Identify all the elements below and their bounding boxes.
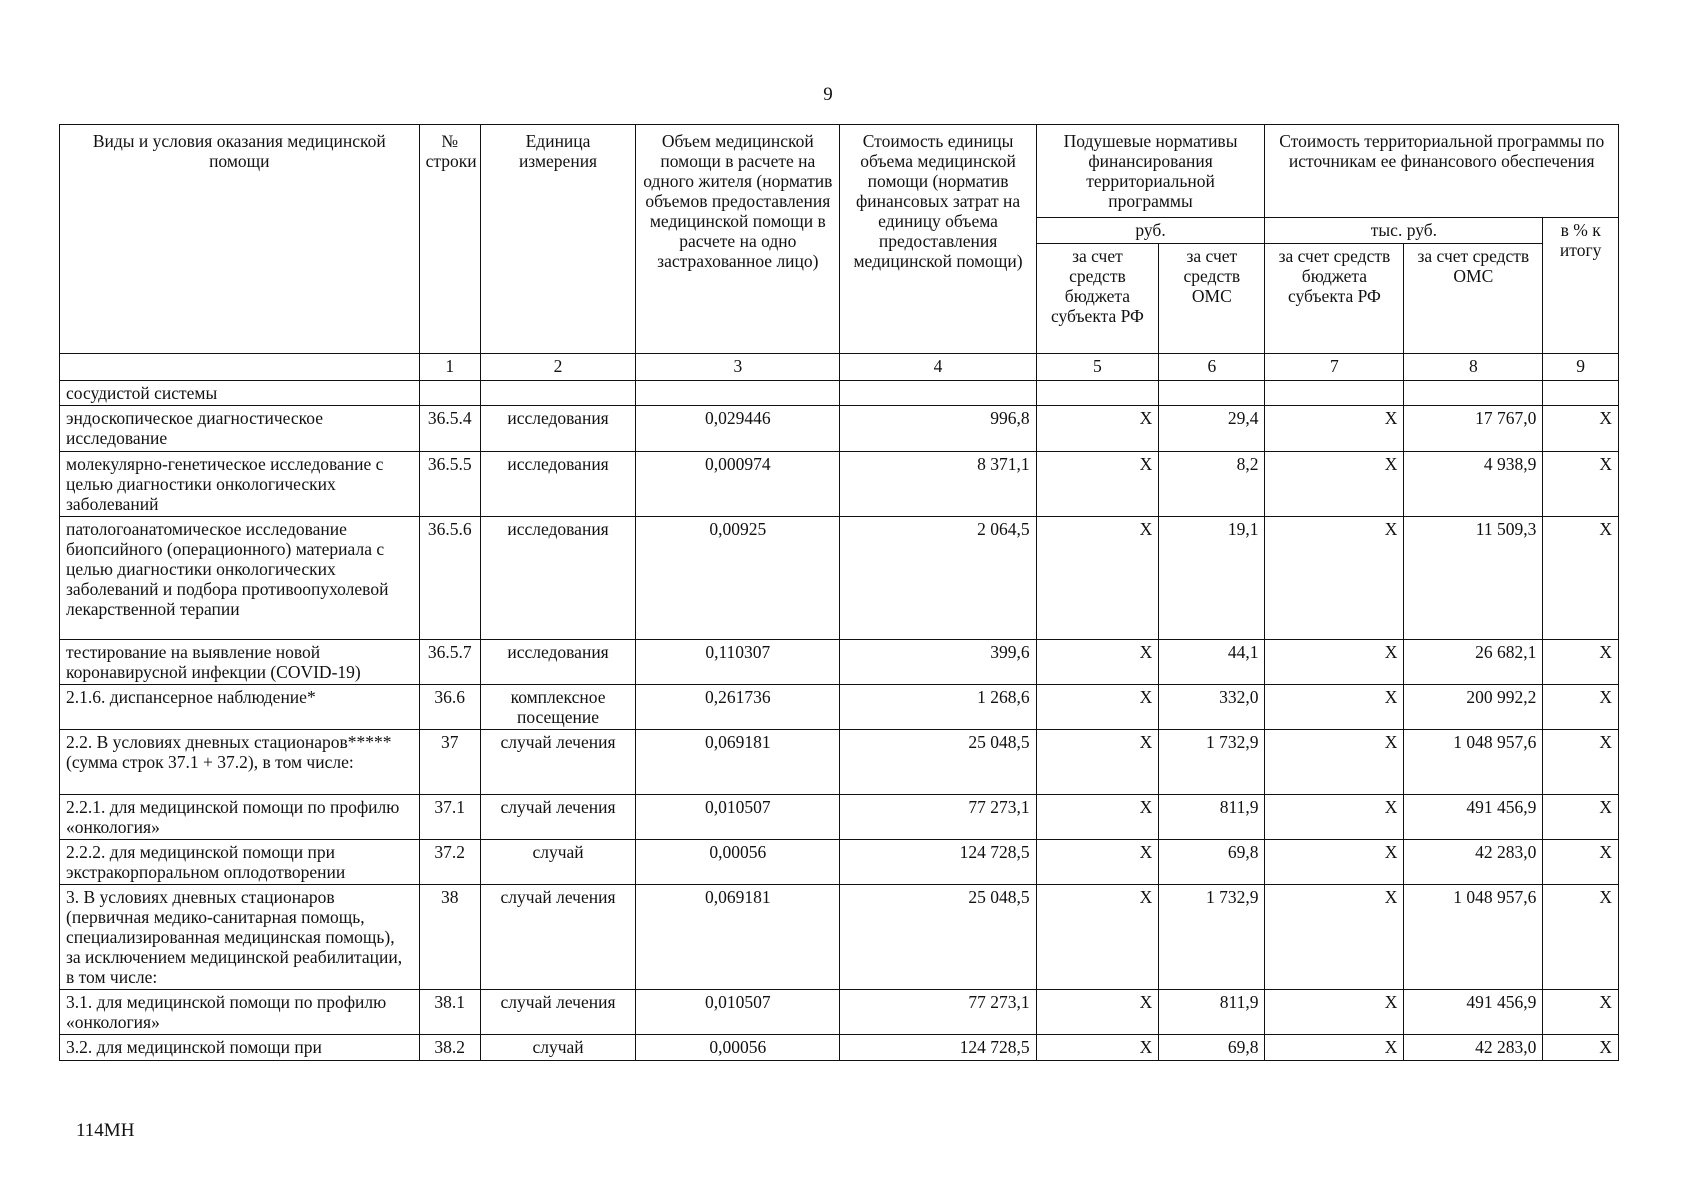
cell-col8 xyxy=(1404,381,1543,406)
cell-col5: Х xyxy=(1036,452,1159,517)
cell-name: эндоскопическое диагностическое исследование xyxy=(60,406,420,452)
cell-volume: 0,00056 xyxy=(636,1035,840,1061)
column-number: 9 xyxy=(1543,354,1619,381)
cell-cost: 996,8 xyxy=(840,406,1036,452)
cell-col6: 69,8 xyxy=(1159,1035,1265,1061)
cell-cost: 25 048,5 xyxy=(840,885,1036,990)
cell-unit: случай xyxy=(480,840,635,885)
cell-col6: 69,8 xyxy=(1159,840,1265,885)
column-number: 7 xyxy=(1265,354,1404,381)
table-row xyxy=(60,1035,1619,1061)
cell-col8: 4 938,9 xyxy=(1404,452,1543,517)
cell-volume: 0,069181 xyxy=(636,885,840,990)
cell-col7: Х xyxy=(1265,452,1404,517)
cell-col7: Х xyxy=(1265,730,1404,795)
cell-col7: Х xyxy=(1265,795,1404,840)
cell-unit: случай лечения xyxy=(480,990,635,1035)
cell-name: сосудистой системы xyxy=(60,381,420,406)
header-col-row-number: № строки xyxy=(419,125,480,354)
header-group-per-capita: Подушевые нормативы финансирования территориальной программы xyxy=(1036,125,1265,218)
cell-col6: 44,1 xyxy=(1159,640,1265,685)
cell-volume: 0,010507 xyxy=(636,990,840,1035)
cell-col5 xyxy=(1036,381,1159,406)
table-row xyxy=(60,730,1619,795)
cell-name: 3.1. для медицинской помощи по профилю «онкология» xyxy=(60,990,420,1035)
table-row xyxy=(60,406,1619,452)
cell-col5: Х xyxy=(1036,990,1159,1035)
cell-volume: 0,000974 xyxy=(636,452,840,517)
cell-col9 xyxy=(1543,381,1619,406)
cell-col7: Х xyxy=(1265,885,1404,990)
cell-col9: Х xyxy=(1543,990,1619,1035)
cell-col8: 1 048 957,6 xyxy=(1404,730,1543,795)
cell-col8: 11 509,3 xyxy=(1404,517,1543,640)
cell-row-number: 38 xyxy=(419,885,480,990)
cell-col8: 200 992,2 xyxy=(1404,685,1543,730)
footer-document-code: 114МН xyxy=(76,1120,135,1141)
cell-volume: 0,010507 xyxy=(636,795,840,840)
cell-row-number: 37.2 xyxy=(419,840,480,885)
cell-col8: 1 048 957,6 xyxy=(1404,885,1543,990)
cell-col5: Х xyxy=(1036,640,1159,685)
cell-col7: Х xyxy=(1265,517,1404,640)
cell-name: 3.2. для медицинской помощи при xyxy=(60,1035,420,1061)
header-col-unit: Единица измерения xyxy=(480,125,635,354)
column-number-blank xyxy=(60,354,420,381)
column-numbers-row xyxy=(60,354,1619,381)
cell-name: 3. В условиях дневных стационаров (первичная медико-санитарная помощь, специализированная медицинская помощь), за исключением медицинской реабилитации, в том числе: xyxy=(60,885,420,990)
cell-col8: 491 456,9 xyxy=(1404,795,1543,840)
cell-col6: 8,2 xyxy=(1159,452,1265,517)
cell-cost: 25 048,5 xyxy=(840,730,1036,795)
column-number: 5 xyxy=(1036,354,1159,381)
cell-cost: 2 064,5 xyxy=(840,517,1036,640)
header-col6: за счет средств ОМС xyxy=(1159,244,1265,354)
table-row xyxy=(60,517,1619,640)
cell-unit: случай лечения xyxy=(480,730,635,795)
cell-col6: 29,4 xyxy=(1159,406,1265,452)
header-col8: за счет средств ОМС xyxy=(1404,244,1543,354)
cell-col7: Х xyxy=(1265,685,1404,730)
column-number: 4 xyxy=(840,354,1036,381)
cell-col5: Х xyxy=(1036,840,1159,885)
cell-col5: Х xyxy=(1036,885,1159,990)
table-row xyxy=(60,685,1619,730)
cell-row-number: 36.5.5 xyxy=(419,452,480,517)
cell-unit: исследования xyxy=(480,517,635,640)
cell-row-number: 37 xyxy=(419,730,480,795)
column-number: 2 xyxy=(480,354,635,381)
cell-volume xyxy=(636,381,840,406)
cell-col8: 42 283,0 xyxy=(1404,840,1543,885)
column-number: 3 xyxy=(636,354,840,381)
header-group-cost-program: Стоимость территориальной программы по источникам ее финансового обеспечения xyxy=(1265,125,1619,218)
cell-col5: Х xyxy=(1036,517,1159,640)
column-number: 1 xyxy=(419,354,480,381)
cell-cost xyxy=(840,381,1036,406)
cell-volume: 0,261736 xyxy=(636,685,840,730)
cell-col8: 42 283,0 xyxy=(1404,1035,1543,1061)
cell-col8: 26 682,1 xyxy=(1404,640,1543,685)
cell-cost: 77 273,1 xyxy=(840,795,1036,840)
cell-unit: случай лечения xyxy=(480,885,635,990)
cell-col9: Х xyxy=(1543,406,1619,452)
cell-col6: 1 732,9 xyxy=(1159,730,1265,795)
table-row xyxy=(60,640,1619,685)
cell-col6: 19,1 xyxy=(1159,517,1265,640)
cell-unit: исследования xyxy=(480,640,635,685)
cell-col5: Х xyxy=(1036,730,1159,795)
cell-col7 xyxy=(1265,381,1404,406)
cell-col7: Х xyxy=(1265,640,1404,685)
cell-unit: исследования xyxy=(480,452,635,517)
cell-row-number: 36.5.6 xyxy=(419,517,480,640)
cell-col6: 332,0 xyxy=(1159,685,1265,730)
cell-col9: Х xyxy=(1543,517,1619,640)
cell-volume: 0,029446 xyxy=(636,406,840,452)
cell-col6: 811,9 xyxy=(1159,990,1265,1035)
header-sub-thous-rub: тыс. руб. xyxy=(1265,218,1543,244)
cell-unit xyxy=(480,381,635,406)
cell-name: 2.2.2. для медицинской помощи при экстракорпоральном оплодотворении xyxy=(60,840,420,885)
cell-col9: Х xyxy=(1543,1035,1619,1061)
cell-col7: Х xyxy=(1265,840,1404,885)
cell-col9: Х xyxy=(1543,795,1619,840)
cell-volume: 0,110307 xyxy=(636,640,840,685)
cell-col5: Х xyxy=(1036,406,1159,452)
header-sub-rub: руб. xyxy=(1036,218,1265,244)
column-number: 6 xyxy=(1159,354,1265,381)
cell-name: 2.2.1. для медицинской помощи по профилю «онкология» xyxy=(60,795,420,840)
cell-row-number: 38.1 xyxy=(419,990,480,1035)
cell-row-number: 38.2 xyxy=(419,1035,480,1061)
cell-col5: Х xyxy=(1036,795,1159,840)
cell-row-number: 37.1 xyxy=(419,795,480,840)
cell-col5: Х xyxy=(1036,685,1159,730)
header-col5: за счет средств бюджета субъекта РФ xyxy=(1036,244,1159,354)
table-row xyxy=(60,990,1619,1035)
page-number: 9 xyxy=(823,84,833,105)
cell-col8: 491 456,9 xyxy=(1404,990,1543,1035)
cell-col7: Х xyxy=(1265,1035,1404,1061)
header-col-pct: в % к итогу xyxy=(1543,218,1619,354)
cell-col5: Х xyxy=(1036,1035,1159,1061)
cell-name: тестирование на выявление новой коронавирусной инфекции (COVID-19) xyxy=(60,640,420,685)
header-col-cost: Стоимость единицы объема медицинской помощи (норматив финансовых затрат на единицу объема предоставления медицинской помощи) xyxy=(840,125,1036,354)
cell-cost: 124 728,5 xyxy=(840,1035,1036,1061)
table-row xyxy=(60,381,1619,406)
table-row xyxy=(60,795,1619,840)
table-row xyxy=(60,885,1619,990)
cell-cost: 1 268,6 xyxy=(840,685,1036,730)
cell-col6 xyxy=(1159,381,1265,406)
cell-col9: Х xyxy=(1543,840,1619,885)
cell-col7: Х xyxy=(1265,406,1404,452)
cell-name: молекулярно-генетическое исследование с целью диагностики онкологических заболеваний xyxy=(60,452,420,517)
cell-col9: Х xyxy=(1543,640,1619,685)
cell-col9: Х xyxy=(1543,452,1619,517)
cell-volume: 0,069181 xyxy=(636,730,840,795)
column-number: 8 xyxy=(1404,354,1543,381)
cell-volume: 0,00056 xyxy=(636,840,840,885)
cell-col6: 811,9 xyxy=(1159,795,1265,840)
cell-unit: исследования xyxy=(480,406,635,452)
cell-name: 2.1.6. диспансерное наблюдение* xyxy=(60,685,420,730)
cell-name: патологоанатомическое исследование биопсийного (операционного) материала с целью диагностики онкологических заболеваний и подбора противоопухолевой лекарственной терапии xyxy=(60,517,420,640)
cell-volume: 0,00925 xyxy=(636,517,840,640)
cell-unit: комплексное посещение xyxy=(480,685,635,730)
cell-col9: Х xyxy=(1543,730,1619,795)
cell-name: 2.2. В условиях дневных стационаров***** (сумма строк 37.1 + 37.2), в том числе: xyxy=(60,730,420,795)
cell-col9: Х xyxy=(1543,885,1619,990)
cell-row-number xyxy=(419,381,480,406)
header-col-volume: Объем медицинской помощи в расчете на одного жителя (норматив объемов предоставления медицинской помощи в расчете на одно застрахованное лицо) xyxy=(636,125,840,354)
cell-col8: 17 767,0 xyxy=(1404,406,1543,452)
cell-unit: случай лечения xyxy=(480,795,635,840)
cell-row-number: 36.5.7 xyxy=(419,640,480,685)
cell-col7: Х xyxy=(1265,990,1404,1035)
cell-col6: 1 732,9 xyxy=(1159,885,1265,990)
cell-unit: случай xyxy=(480,1035,635,1061)
table-row xyxy=(60,452,1619,517)
cell-row-number: 36.6 xyxy=(419,685,480,730)
header-col7: за счет средств бюджета субъекта РФ xyxy=(1265,244,1404,354)
table-row xyxy=(60,840,1619,885)
cell-row-number: 36.5.4 xyxy=(419,406,480,452)
cell-col9: Х xyxy=(1543,685,1619,730)
cell-cost: 8 371,1 xyxy=(840,452,1036,517)
header-col-name: Виды и условия оказания медицинской помощи xyxy=(60,125,420,354)
financing-table xyxy=(59,124,1619,1061)
cell-cost: 399,6 xyxy=(840,640,1036,685)
cell-cost: 77 273,1 xyxy=(840,990,1036,1035)
cell-cost: 124 728,5 xyxy=(840,840,1036,885)
